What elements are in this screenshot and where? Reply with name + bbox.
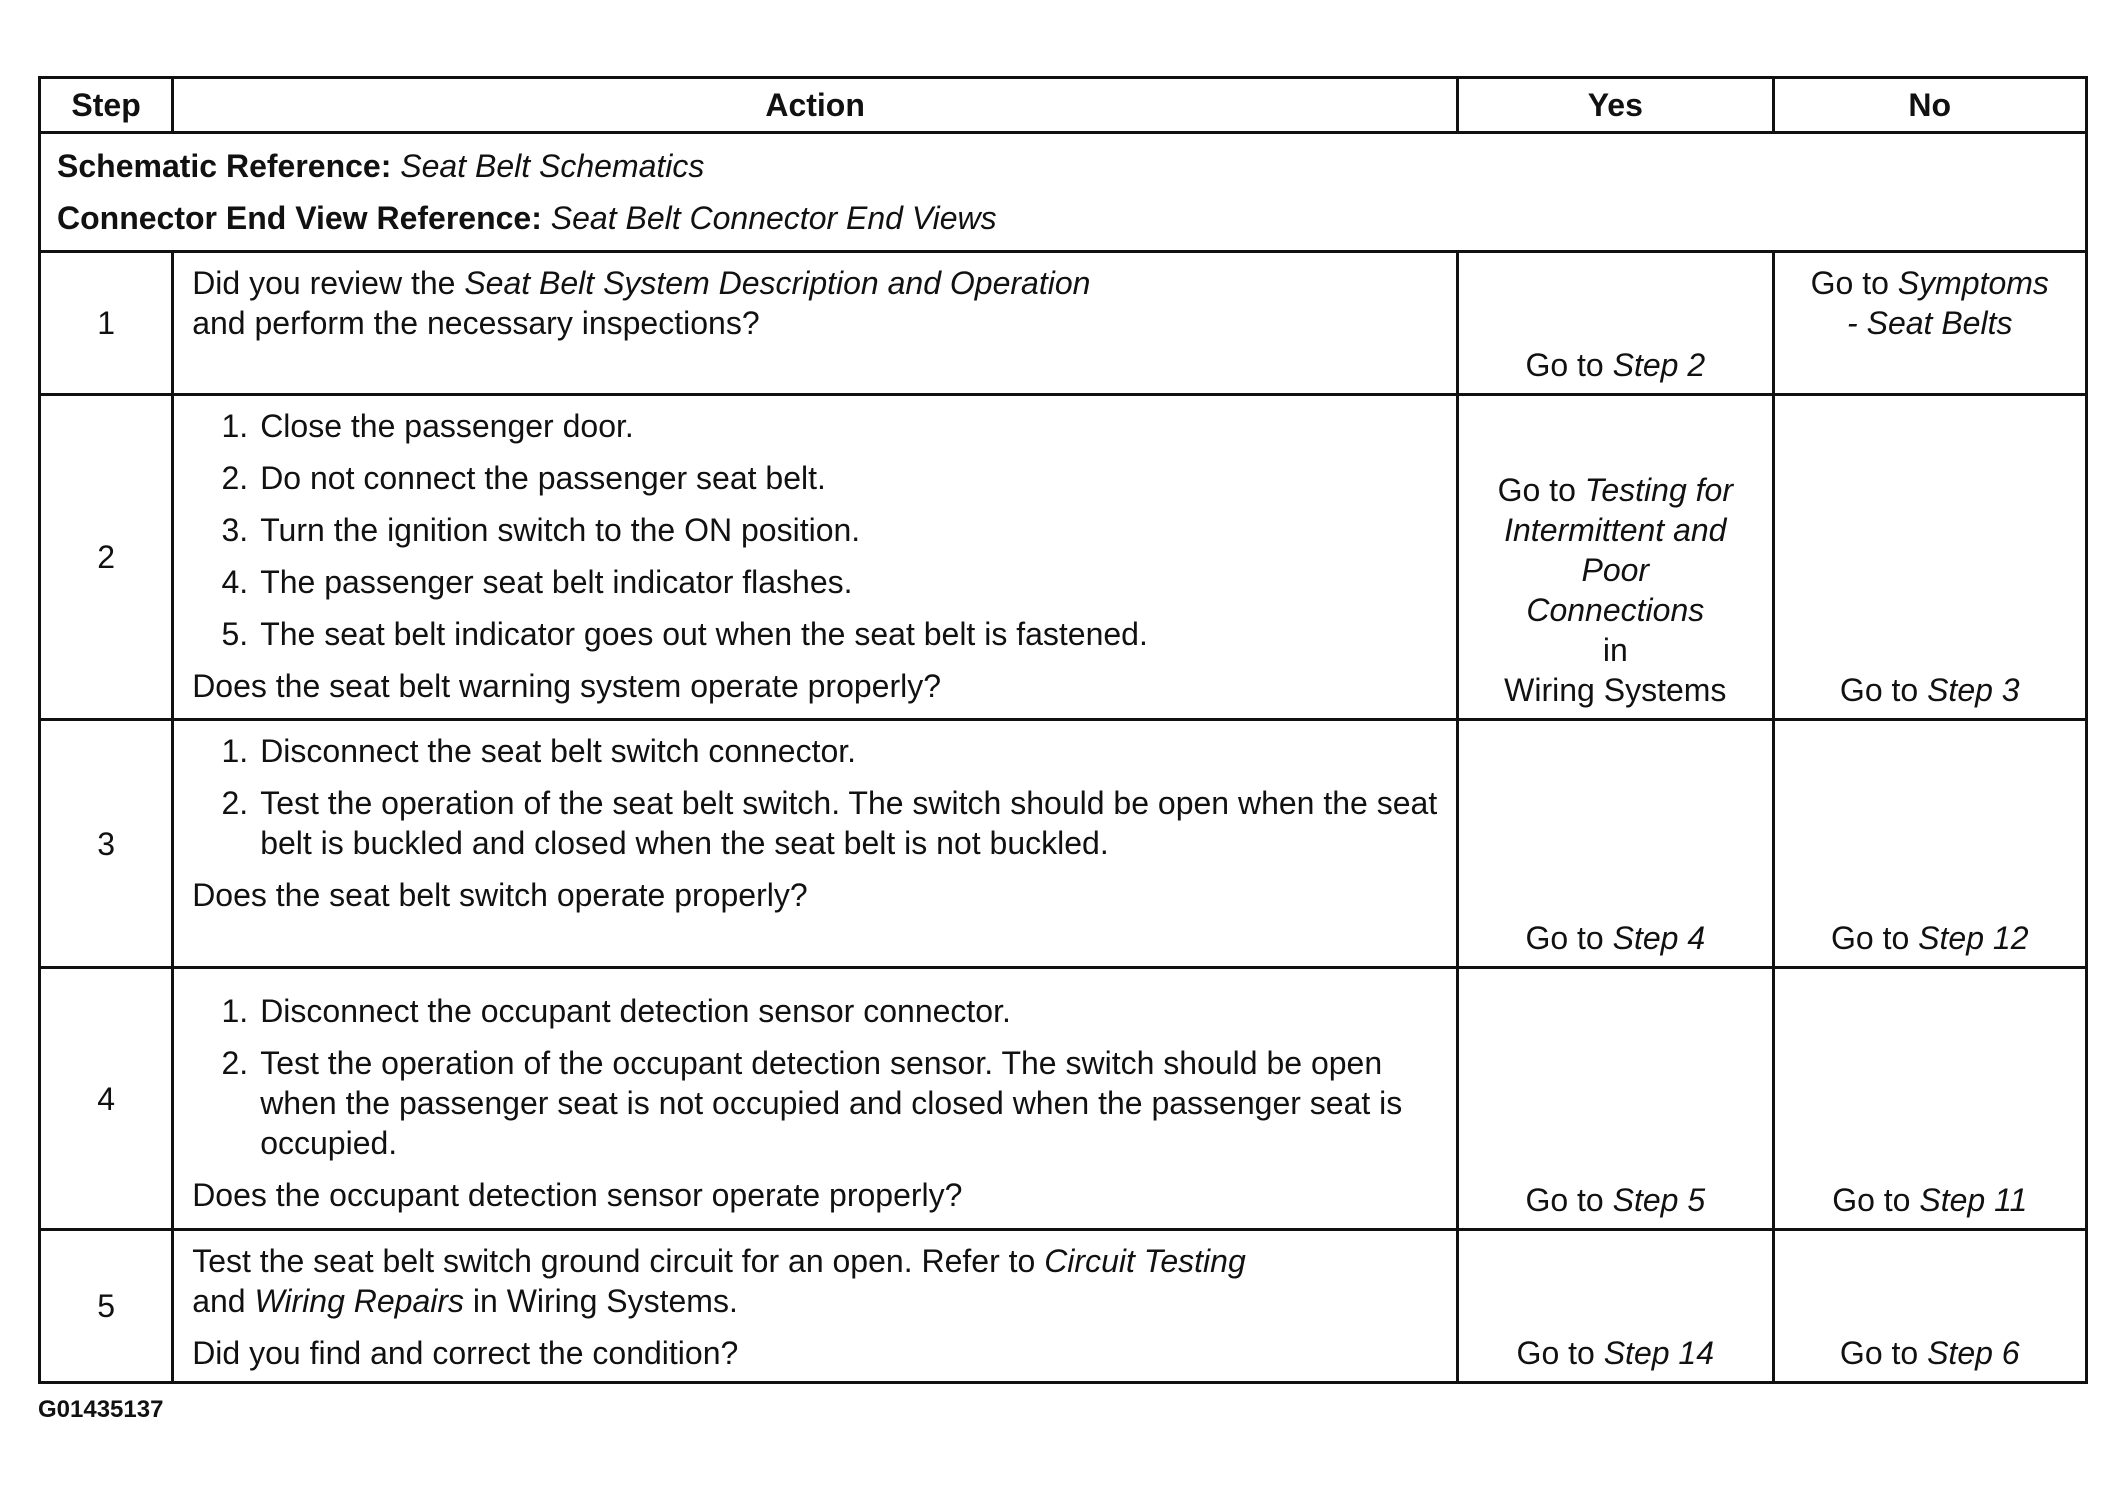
action-text-part: Test the seat belt switch ground circuit for an open. Refer to <box>192 1243 1045 1279</box>
header-row <box>40 78 2087 133</box>
no-link-prefix: Go to <box>1839 1335 1928 1371</box>
yes-cell <box>1458 395 1773 720</box>
no-link[interactable] <box>1840 672 2020 708</box>
no-link-target: Step 11 <box>1919 1182 2028 1218</box>
action-list <box>192 991 1438 1163</box>
list-item: 2. Test the operation of the occupant detection sensor. The switch should be open when the passenger seat is not occupied and closed when the passenger seat is occupied. <box>192 1043 1438 1163</box>
list-item-text: Close the passenger door. <box>260 408 634 444</box>
action-list <box>192 406 1438 654</box>
yes-link-prefix: Go to <box>1525 920 1613 956</box>
action-question: Does the occupant detection sensor operate properly? <box>192 1177 963 1213</box>
list-item-text: Test the operation of the seat belt switch. The switch should be open when the seat belt is buckled and closed when the seat belt is not buckled. <box>260 785 1438 861</box>
yes-cell <box>1458 252 1773 395</box>
list-item: 4. The passenger seat belt indicator flashes. <box>192 562 1438 602</box>
action-text <box>192 1241 1438 1321</box>
step-number: 2 <box>40 395 173 720</box>
table-row <box>40 395 2087 720</box>
table-row <box>40 1230 2087 1383</box>
connector-reference-link[interactable]: Seat Belt Connector End Views <box>550 200 997 236</box>
figure-id: G01435137 <box>38 1396 164 1423</box>
yes-link-target-line3: Poor <box>1581 552 1650 588</box>
schematic-reference-link[interactable]: Seat Belt Schematics <box>400 148 705 184</box>
yes-link-target: Testing for <box>1584 472 1733 508</box>
no-link[interactable] <box>1831 920 2028 956</box>
action-list <box>192 731 1438 863</box>
header-no: No <box>1773 78 2086 133</box>
schematic-reference-label: Schematic Reference: <box>57 148 392 184</box>
list-item-text: The passenger seat belt indicator flashes. <box>260 564 853 600</box>
yes-link[interactable] <box>1525 920 1705 956</box>
action-text-part: Did you review the <box>192 265 465 301</box>
list-item-text: The seat belt indicator goes out when the seat belt is fastened. <box>260 616 1148 652</box>
no-link[interactable] <box>1840 1335 2020 1371</box>
step-number: 4 <box>40 968 173 1230</box>
action-cell <box>173 395 1458 720</box>
action-question: Does the seat belt warning system operate properly? <box>192 668 942 704</box>
yes-cell <box>1458 720 1773 968</box>
yes-link-target-line2: Intermittent and <box>1504 512 1727 548</box>
yes-link-target: Step 5 <box>1612 1182 1706 1218</box>
no-link[interactable] <box>1832 1182 2027 1218</box>
table-row <box>40 252 2087 395</box>
yes-link-target: Step 4 <box>1612 920 1706 956</box>
yes-link-target: Step 14 <box>1603 1335 1715 1371</box>
table-row <box>40 720 2087 968</box>
yes-link[interactable] <box>1517 1335 1714 1371</box>
action-cell <box>173 720 1458 968</box>
connector-reference-label: Connector End View Reference: <box>57 200 542 236</box>
list-item: 1. Disconnect the occupant detection sensor connector. <box>192 991 1438 1031</box>
list-item-text: Test the operation of the occupant detection sensor. The switch should be open when the passenger seat is not occupied and closed when the passenger seat is occupied. <box>260 1045 1403 1161</box>
yes-cell <box>1458 968 1773 1230</box>
list-item: 3. Turn the ignition switch to the ON position. <box>192 510 1438 550</box>
list-item-text: Disconnect the occupant detection sensor connector. <box>260 993 1011 1029</box>
no-link-target: Step 12 <box>1918 920 2029 956</box>
list-item-text: Turn the ignition switch to the ON position. <box>260 512 861 548</box>
no-link-target-line2: - Seat Belts <box>1847 305 2013 341</box>
yes-cell <box>1458 1230 1773 1383</box>
no-cell <box>1773 720 2086 968</box>
step-number: 5 <box>40 1230 173 1383</box>
connector-reference <box>57 192 2069 244</box>
yes-link-prefix: Go to <box>1497 472 1585 508</box>
yes-link-target: Step 2 <box>1612 347 1706 383</box>
list-item-text: Disconnect the seat belt switch connector. <box>260 733 857 769</box>
diagnostic-table-container <box>38 76 2088 1384</box>
yes-link[interactable] <box>1525 1182 1705 1218</box>
no-cell <box>1773 968 2086 1230</box>
action-question: Does the seat belt switch operate properly? <box>192 877 808 913</box>
action-cell <box>173 252 1458 395</box>
list-item: 5. The seat belt indicator goes out when the seat belt is fastened. <box>192 614 1438 654</box>
no-cell <box>1773 252 2086 395</box>
list-item-text: Do not connect the passenger seat belt. <box>260 460 826 496</box>
list-item: 2. Test the operation of the seat belt switch. The switch should be open when the seat belt is buckled and closed when the seat belt is not buckled. <box>221 785 1438 861</box>
list-item: 1. Close the passenger door. <box>192 406 1438 446</box>
list-item: 2. Do not connect the passenger seat belt. <box>192 458 1438 498</box>
no-link-target: Symptoms <box>1897 265 2049 301</box>
wiring-repairs-link[interactable]: Wiring Repairs <box>254 1283 465 1319</box>
action-text <box>192 263 1438 303</box>
yes-link-prefix: Go to <box>1516 1335 1604 1371</box>
action-question: and perform the necessary inspections? <box>192 305 760 341</box>
header-action: Action <box>173 78 1458 133</box>
action-cell <box>173 968 1458 1230</box>
no-link[interactable] <box>1811 265 2049 341</box>
action-text-part: and <box>192 1283 255 1319</box>
no-link-prefix: Go to <box>1839 672 1928 708</box>
schematic-reference <box>57 140 2069 192</box>
yes-link-prefix: Go to <box>1525 347 1613 383</box>
yes-link-in: in <box>1602 632 1628 668</box>
diagnostic-table <box>38 76 2088 1384</box>
description-link[interactable]: Seat Belt System Description and Operation <box>464 265 1091 301</box>
reference-row <box>40 133 2087 252</box>
no-link-target: Step 6 <box>1927 1335 2020 1371</box>
yes-link[interactable] <box>1498 472 1733 708</box>
action-cell <box>173 1230 1458 1383</box>
yes-link-prefix: Go to <box>1525 1182 1613 1218</box>
no-link-prefix: Go to <box>1810 265 1898 301</box>
no-link-prefix: Go to <box>1832 1182 1920 1218</box>
circuit-testing-link[interactable]: Circuit Testing <box>1044 1243 1246 1279</box>
table-row <box>40 968 2087 1230</box>
yes-link[interactable] <box>1525 347 1705 383</box>
no-link-prefix: Go to <box>1831 920 1919 956</box>
no-cell <box>1773 395 2086 720</box>
action-question: Did you find and correct the condition? <box>192 1335 739 1371</box>
step-number: 3 <box>40 720 173 968</box>
list-item: 1. Disconnect the seat belt switch connector. <box>192 731 1438 771</box>
no-cell <box>1773 1230 2086 1383</box>
header-yes: Yes <box>1458 78 1773 133</box>
action-text-part: in Wiring Systems. <box>464 1283 738 1319</box>
no-link-target: Step 3 <box>1927 672 2020 708</box>
reference-cell <box>40 133 2087 252</box>
step-number: 1 <box>40 252 173 395</box>
yes-link-target-line4: Connections <box>1526 592 1705 628</box>
header-step: Step <box>40 78 173 133</box>
yes-link-section: Wiring Systems <box>1504 672 1727 708</box>
